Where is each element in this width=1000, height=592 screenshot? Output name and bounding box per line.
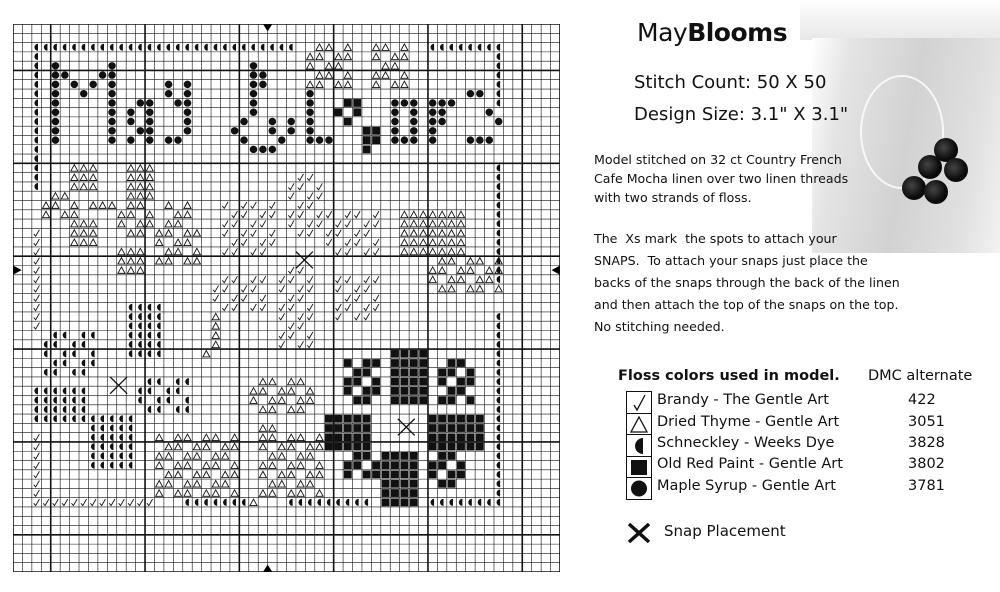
square-icon: [457, 433, 465, 441]
square-icon: [410, 452, 418, 460]
circle-icon: [108, 99, 116, 106]
snap-bag-top: [800, 0, 1000, 40]
square-icon: [419, 350, 427, 358]
square-icon: [438, 452, 446, 460]
square-icon: [410, 489, 418, 497]
square-icon: [363, 127, 371, 135]
square-icon: [429, 443, 437, 451]
square-icon: [344, 118, 352, 126]
square-icon: [391, 378, 399, 386]
square-icon: [363, 136, 371, 144]
square-icon: [353, 443, 361, 451]
square-icon: [400, 378, 408, 386]
square-icon: [325, 443, 333, 451]
square-icon: [363, 415, 371, 423]
square-icon: [410, 350, 418, 358]
circle-icon: [429, 118, 437, 125]
square-icon: [438, 415, 446, 423]
square-icon: [400, 396, 408, 404]
square-icon: [334, 424, 342, 432]
square-icon: [410, 480, 418, 488]
circle-icon: [146, 127, 154, 134]
square-icon: [382, 489, 390, 497]
circle-icon: [250, 90, 258, 97]
square-icon: [466, 396, 474, 404]
snap-note-line: and then attach the top of the snaps on the top.: [594, 297, 899, 312]
square-icon: [353, 415, 361, 423]
square-icon: [410, 461, 418, 469]
circle-icon: [137, 127, 145, 134]
square-icon: [448, 415, 456, 423]
square-icon: [457, 424, 465, 432]
circle-icon: [250, 146, 258, 153]
square-icon: [476, 443, 484, 451]
circle-icon: [61, 71, 69, 78]
model-note-line: with two strands of floss.: [594, 190, 752, 205]
circle-icon: [476, 136, 484, 143]
square-icon: [391, 368, 399, 376]
square-icon: [363, 396, 371, 404]
circle-icon: [448, 99, 456, 106]
square-icon: [466, 415, 474, 423]
square-icon: [363, 424, 371, 432]
square-icon: [429, 433, 437, 441]
square-icon: [353, 433, 361, 441]
stitch-count: Stitch Count: 50 X 50: [634, 72, 827, 93]
circle-icon: [231, 127, 239, 134]
circle-icon: [184, 99, 192, 106]
square-icon: [410, 396, 418, 404]
square-icon: [448, 424, 456, 432]
circle-icon: [108, 90, 116, 97]
symbol-legend: [626, 391, 652, 500]
square-icon: [429, 415, 437, 423]
snap-note-line: SNAPS. To attach your snaps just place the: [594, 253, 868, 268]
design-size: Design Size: 3.1" X 3.1": [634, 104, 849, 125]
circle-icon: [410, 109, 418, 116]
square-icon: [325, 424, 333, 432]
circle-icon: [146, 99, 154, 106]
square-icon: [457, 443, 465, 451]
dmc-number: 3802: [908, 456, 945, 472]
triangle-icon: [629, 415, 649, 434]
square-icon: [372, 136, 380, 144]
square-icon: [363, 452, 371, 460]
title-bold: Blooms: [687, 18, 788, 47]
circle-icon: [391, 127, 399, 134]
circle-icon: [127, 136, 135, 143]
circle-icon: [429, 109, 437, 116]
square-icon: [325, 415, 333, 423]
circle-icon: [52, 127, 60, 134]
circle-icon: [250, 62, 258, 69]
circle-icon: [146, 109, 154, 116]
circle-icon: [391, 136, 399, 143]
square-icon: [344, 359, 352, 367]
square-icon: [476, 415, 484, 423]
square-icon: [400, 480, 408, 488]
square-icon: [466, 378, 474, 386]
square-icon: [372, 378, 380, 386]
square-icon: [353, 396, 361, 404]
circle-icon: [99, 71, 107, 78]
square-icon: [353, 452, 361, 460]
circle-icon: [89, 81, 97, 88]
square-icon: [363, 433, 371, 441]
model-note-line: Cafe Mocha linen over two linen threads: [594, 171, 849, 186]
circle-icon: [391, 99, 399, 106]
square-icon: [391, 359, 399, 367]
circle-icon: [165, 136, 173, 143]
circle-icon: [410, 118, 418, 125]
square-icon: [353, 108, 361, 116]
square-icon: [448, 359, 456, 367]
square-icon: [353, 424, 361, 432]
circle-icon: [325, 136, 333, 143]
title-prefix: May: [637, 18, 688, 47]
square-icon: [448, 433, 456, 441]
circle-icon: [146, 118, 154, 125]
circle-icon: [52, 99, 60, 106]
floss-name: Old Red Paint - Gentle Art: [657, 456, 843, 472]
square-icon: [400, 498, 408, 506]
page-title: [637, 18, 787, 47]
square-icon: [457, 461, 465, 469]
square-icon: [344, 424, 352, 432]
snap-note-line: No stitching needed.: [594, 319, 725, 334]
circle-icon: [165, 81, 173, 88]
square-icon: [438, 443, 446, 451]
circle-icon: [52, 62, 60, 69]
circle-icon: [259, 71, 267, 78]
square-icon: [400, 461, 408, 469]
square-icon: [400, 489, 408, 497]
circle-icon: [165, 90, 173, 97]
square-icon: [391, 452, 399, 460]
square-icon: [457, 471, 465, 479]
dmc-number: 3828: [908, 435, 945, 451]
square-icon: [382, 498, 390, 506]
square-icon: [448, 471, 456, 479]
square-icon: [344, 415, 352, 423]
model-note: [594, 150, 994, 207]
circle-icon: [287, 118, 295, 125]
square-icon: [391, 461, 399, 469]
square-icon: [448, 387, 456, 395]
snap-x-icon: [626, 521, 652, 545]
circle-icon: [174, 99, 182, 106]
square-icon: [629, 458, 649, 477]
square-icon: [410, 498, 418, 506]
circle-icon: [401, 136, 409, 143]
square-icon: [363, 387, 371, 395]
square-icon: [438, 424, 446, 432]
model-note-line: Model stitched on 32 ct Country French: [594, 152, 842, 167]
circle-icon: [495, 118, 503, 125]
square-icon: [372, 359, 380, 367]
square-icon: [382, 480, 390, 488]
circle-icon: [410, 99, 418, 106]
square-icon: [410, 471, 418, 479]
circle-icon: [127, 118, 135, 125]
square-icon: [334, 415, 342, 423]
square-icon: [363, 471, 371, 479]
circle-icon: [240, 118, 248, 125]
circle-icon: [269, 118, 277, 125]
square-icon: [438, 396, 446, 404]
circle-icon: [485, 136, 493, 143]
square-icon: [419, 368, 427, 376]
circle-icon: [269, 127, 277, 134]
circle-icon: [52, 118, 60, 125]
circle-icon: [52, 81, 60, 88]
square-icon: [372, 461, 380, 469]
square-icon: [429, 471, 437, 479]
circle-icon: [52, 136, 60, 143]
circle-icon: [306, 99, 314, 106]
check-icon: [629, 393, 649, 412]
circle-icon: [108, 127, 116, 134]
square-icon: [334, 443, 342, 451]
snap-note: [594, 228, 994, 338]
square-icon: [372, 127, 380, 135]
circle-icon: [438, 99, 446, 106]
square-icon: [391, 489, 399, 497]
square-icon: [391, 498, 399, 506]
square-icon: [372, 387, 380, 395]
square-icon: [325, 433, 333, 441]
square-icon: [400, 471, 408, 479]
square-icon: [391, 350, 399, 358]
circle-icon: [410, 127, 418, 134]
circle-icon: [259, 146, 267, 153]
circle-icon: [52, 109, 60, 116]
square-icon: [448, 396, 456, 404]
square-icon: [466, 443, 474, 451]
circle-icon: [287, 127, 295, 134]
square-icon: [363, 145, 371, 153]
dmc-header: DMC alternate: [868, 368, 973, 384]
square-icon: [476, 433, 484, 441]
circle-icon: [108, 109, 116, 116]
circle-icon: [108, 62, 116, 69]
square-icon: [363, 443, 371, 451]
square-icon: [410, 378, 418, 386]
square-icon: [353, 99, 361, 107]
circle-icon: [306, 90, 314, 97]
square-icon: [334, 433, 342, 441]
square-icon: [410, 387, 418, 395]
square-icon: [334, 108, 342, 116]
square-icon: [363, 359, 371, 367]
circle-icon: [184, 109, 192, 116]
square-icon: [344, 443, 352, 451]
square-icon: [400, 350, 408, 358]
square-icon: [363, 368, 371, 376]
cross-stitch-chart: [13, 24, 560, 572]
square-icon: [344, 471, 352, 479]
floss-name: Dried Thyme - Gentle Art: [657, 414, 840, 430]
circle-icon: [306, 118, 314, 125]
square-icon: [353, 461, 361, 469]
square-icon: [372, 471, 380, 479]
circle-icon: [137, 99, 145, 106]
circle-icon: [184, 81, 192, 88]
circle-icon: [250, 109, 258, 116]
square-icon: [400, 368, 408, 376]
square-icon: [438, 480, 446, 488]
snap-note-line: backs of the snaps through the back of the linen: [594, 275, 900, 290]
square-icon: [419, 378, 427, 386]
floss-header: Floss colors used in model.: [618, 368, 840, 384]
floss-name: Schneckley - Weeks Dye: [657, 435, 835, 451]
square-icon: [410, 368, 418, 376]
circle-icon: [429, 127, 437, 134]
circle-icon: [278, 136, 286, 143]
circle-icon: [269, 146, 277, 153]
square-icon: [429, 424, 437, 432]
circle-icon: [250, 71, 258, 78]
square-icon: [382, 452, 390, 460]
square-icon: [344, 378, 352, 386]
circle-icon: [127, 109, 135, 116]
square-icon: [466, 424, 474, 432]
circle-icon: [146, 136, 154, 143]
circle-icon: [306, 136, 314, 143]
circle-icon: [438, 118, 446, 125]
square-icon: [457, 378, 465, 386]
circle-icon: [438, 109, 446, 116]
circle-icon: [71, 81, 79, 88]
square-icon: [410, 359, 418, 367]
square-icon: [344, 99, 352, 107]
square-icon: [391, 471, 399, 479]
circle-icon: [429, 99, 437, 106]
square-icon: [419, 359, 427, 367]
circle-icon: [306, 127, 314, 134]
circle-icon: [184, 127, 192, 134]
circle-icon: [306, 109, 314, 116]
circle-icon: [401, 99, 409, 106]
square-icon: [457, 415, 465, 423]
square-icon: [391, 480, 399, 488]
circle-icon: [52, 90, 60, 97]
square-icon: [466, 433, 474, 441]
circle-icon: [467, 90, 475, 97]
square-icon: [429, 461, 437, 469]
circle-icon: [184, 90, 192, 97]
circle-icon: [467, 136, 475, 143]
square-icon: [448, 443, 456, 451]
circle-icon: [250, 81, 258, 88]
circle-icon: [629, 479, 649, 498]
circle-icon: [80, 90, 88, 97]
square-icon: [438, 378, 446, 386]
circle-icon: [108, 81, 116, 88]
snap-note-line: The Xs mark the spots to attach your: [594, 231, 837, 246]
square-icon: [391, 387, 399, 395]
floss-name: Brandy - The Gentle Art: [657, 392, 829, 408]
dmc-number: 3781: [908, 478, 945, 494]
square-icon: [438, 461, 446, 469]
square-icon: [419, 387, 427, 395]
square-icon: [391, 396, 399, 404]
square-icon: [419, 396, 427, 404]
half-circle-icon: [629, 436, 649, 455]
square-icon: [448, 480, 456, 488]
square-icon: [344, 387, 352, 395]
square-icon: [400, 452, 408, 460]
circle-icon: [316, 136, 324, 143]
circle-icon: [259, 81, 267, 88]
square-icon: [353, 368, 361, 376]
circle-icon: [429, 136, 437, 143]
circle-icon: [391, 109, 399, 116]
square-icon: [448, 368, 456, 376]
snap-placement-label: Snap Placement: [664, 522, 786, 540]
square-icon: [476, 424, 484, 432]
dmc-number: 3051: [908, 414, 945, 430]
square-icon: [344, 461, 352, 469]
square-icon: [400, 387, 408, 395]
circle-icon: [184, 118, 192, 125]
square-icon: [382, 471, 390, 479]
circle-icon: [250, 99, 258, 106]
square-icon: [457, 359, 465, 367]
circle-icon: [485, 109, 493, 116]
circle-icon: [391, 118, 399, 125]
circle-icon: [410, 136, 418, 143]
square-icon: [344, 433, 352, 441]
circle-icon: [108, 136, 116, 143]
dmc-number: 422: [908, 392, 936, 408]
circle-icon: [108, 71, 116, 78]
square-icon: [438, 368, 446, 376]
circle-icon: [174, 136, 182, 143]
square-icon: [466, 368, 474, 376]
square-icon: [457, 387, 465, 395]
circle-icon: [108, 118, 116, 125]
floss-name: Maple Syrup - Gentle Art: [657, 478, 836, 494]
square-icon: [438, 433, 446, 441]
square-icon: [353, 378, 361, 386]
circle-icon: [476, 90, 484, 97]
square-icon: [382, 461, 390, 469]
square-icon: [400, 359, 408, 367]
circle-icon: [240, 136, 248, 143]
circle-icon: [52, 71, 60, 78]
square-icon: [448, 452, 456, 460]
